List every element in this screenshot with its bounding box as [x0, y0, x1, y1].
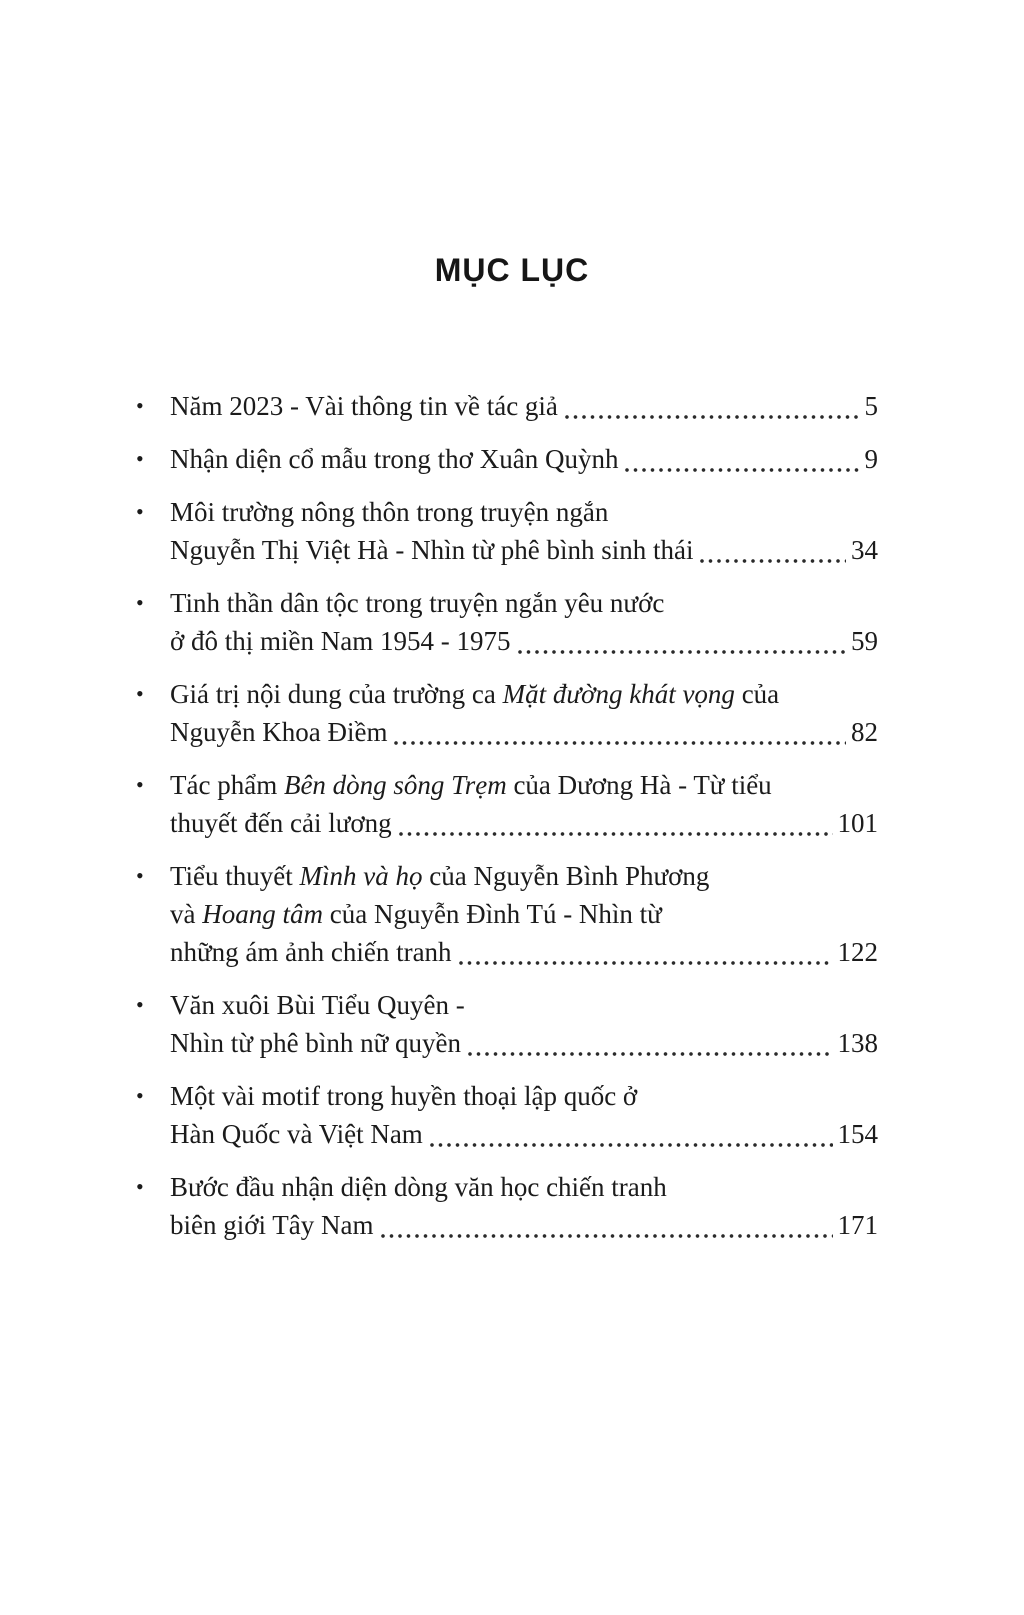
toc-entry-text: Tinh thần dân tộc trong truyện ngắn yêu nước	[170, 588, 665, 618]
bullet-icon: •	[136, 1174, 144, 1199]
toc-entry	[136, 857, 878, 971]
toc-entry-text: Văn xuôi Bùi Tiểu Quyên -	[170, 990, 465, 1020]
bullet-icon: •	[136, 681, 144, 706]
page-number: 101	[837, 808, 878, 838]
toc-entry-text: những ám ảnh chiến tranh	[170, 937, 452, 967]
toc-entry-content	[170, 387, 878, 425]
page-number: 82	[851, 717, 878, 747]
dotted-leader	[518, 645, 847, 660]
page-number: 59	[851, 626, 878, 656]
bullet-icon: •	[136, 863, 144, 888]
toc-entry-content	[170, 493, 878, 569]
dotted-leader	[381, 1229, 833, 1244]
toc-entry-line	[170, 1024, 878, 1062]
toc-entry-line	[170, 387, 878, 425]
toc-entry-text: Môi trường nông thôn trong truyện ngắn	[170, 497, 609, 527]
toc-entry-line	[170, 933, 878, 971]
toc-entry-text: Tác phẩm Bên dòng sông Trẹm của Dương Hà - Từ tiểu	[170, 770, 772, 800]
toc-entry-text: biên giới Tây Nam	[170, 1210, 374, 1240]
toc-entry-text: Một vài motif trong huyền thoại lập quốc ở	[170, 1081, 638, 1111]
bullet-icon: •	[136, 1083, 144, 1108]
toc-entry	[136, 1077, 878, 1153]
bullet-icon: •	[136, 499, 144, 524]
toc-entry-line	[170, 1168, 878, 1206]
toc-list	[136, 387, 878, 1244]
toc-entry-content	[170, 766, 878, 842]
toc-entry-text: Nhận diện cổ mẫu trong thơ Xuân Quỳnh	[170, 444, 619, 474]
bullet-icon: •	[136, 393, 144, 418]
bullet-icon: •	[136, 590, 144, 615]
toc-entry-line	[170, 986, 878, 1024]
toc-entry-text: Nguyễn Thị Việt Hà - Nhìn từ phê bình sinh thái	[170, 535, 694, 565]
page-number: 138	[837, 1028, 878, 1058]
toc-entry-line	[170, 622, 878, 660]
page-number: 122	[837, 937, 878, 967]
toc-entry	[136, 1168, 878, 1244]
toc-entry-content	[170, 986, 878, 1062]
dotted-leader	[625, 463, 859, 478]
toc-entry-content	[170, 675, 878, 751]
toc-entry-line	[170, 1077, 878, 1115]
toc-entry-line	[170, 584, 878, 622]
toc-entry-line	[170, 493, 878, 531]
dotted-leader	[430, 1138, 833, 1153]
dotted-leader	[468, 1047, 833, 1062]
toc-entry-content	[170, 857, 878, 971]
dotted-leader	[399, 827, 833, 842]
toc-entry	[136, 675, 878, 751]
toc-entry-line	[170, 713, 878, 751]
toc-entry-line	[170, 531, 878, 569]
page-number: 34	[851, 535, 878, 565]
toc-entry-line	[170, 1115, 878, 1153]
toc-entry	[136, 986, 878, 1062]
toc-entry-text: ở đô thị miền Nam 1954 - 1975	[170, 626, 511, 656]
toc-entry-line	[170, 1206, 878, 1244]
toc-entry-text: Năm 2023 - Vài thông tin về tác giả	[170, 391, 558, 421]
page-number: 9	[864, 444, 878, 474]
toc-entry-content	[170, 584, 878, 660]
toc-entry-text: thuyết đến cải lương	[170, 808, 392, 838]
dotted-leader	[700, 554, 846, 569]
toc-entry	[136, 493, 878, 569]
toc-entry	[136, 584, 878, 660]
toc-entry-line	[170, 766, 878, 804]
toc-entry-content	[170, 1077, 878, 1153]
toc-entry-line	[170, 804, 878, 842]
toc-entry-line	[170, 895, 878, 933]
toc-entry	[136, 440, 878, 478]
toc-entry	[136, 387, 878, 425]
toc-entry-text: Bước đầu nhận diện dòng văn học chiến tranh	[170, 1172, 667, 1202]
page-number: 154	[837, 1119, 878, 1149]
dotted-leader	[459, 956, 833, 971]
bullet-icon: •	[136, 446, 144, 471]
page-title: MỤC LỤC	[434, 252, 590, 288]
page-number: 5	[864, 391, 878, 421]
toc-entry-line	[170, 857, 878, 895]
bullet-icon: •	[136, 992, 144, 1017]
toc-entry-line	[170, 675, 878, 713]
toc-entry-text: Nhìn từ phê bình nữ quyền	[170, 1028, 461, 1058]
toc-entry-text: Hàn Quốc và Việt Nam	[170, 1119, 423, 1149]
dotted-leader	[565, 410, 860, 425]
toc-entry-content	[170, 440, 878, 478]
toc-entry-text: Nguyễn Khoa Điềm	[170, 717, 388, 747]
toc-entry-line	[170, 440, 878, 478]
bullet-icon: •	[136, 772, 144, 797]
toc-entry-text: Giá trị nội dung của trường ca Mặt đường khát vọng của	[170, 679, 780, 709]
dotted-leader	[394, 736, 846, 751]
toc-entry-content	[170, 1168, 878, 1244]
toc-entry	[136, 766, 878, 842]
toc-entry-text: và Hoang tâm của Nguyễn Đình Tú - Nhìn từ	[170, 899, 662, 929]
page-number: 171	[837, 1210, 878, 1240]
toc-entry-text: Tiểu thuyết Mình và họ của Nguyễn Bình Phương	[170, 861, 710, 891]
